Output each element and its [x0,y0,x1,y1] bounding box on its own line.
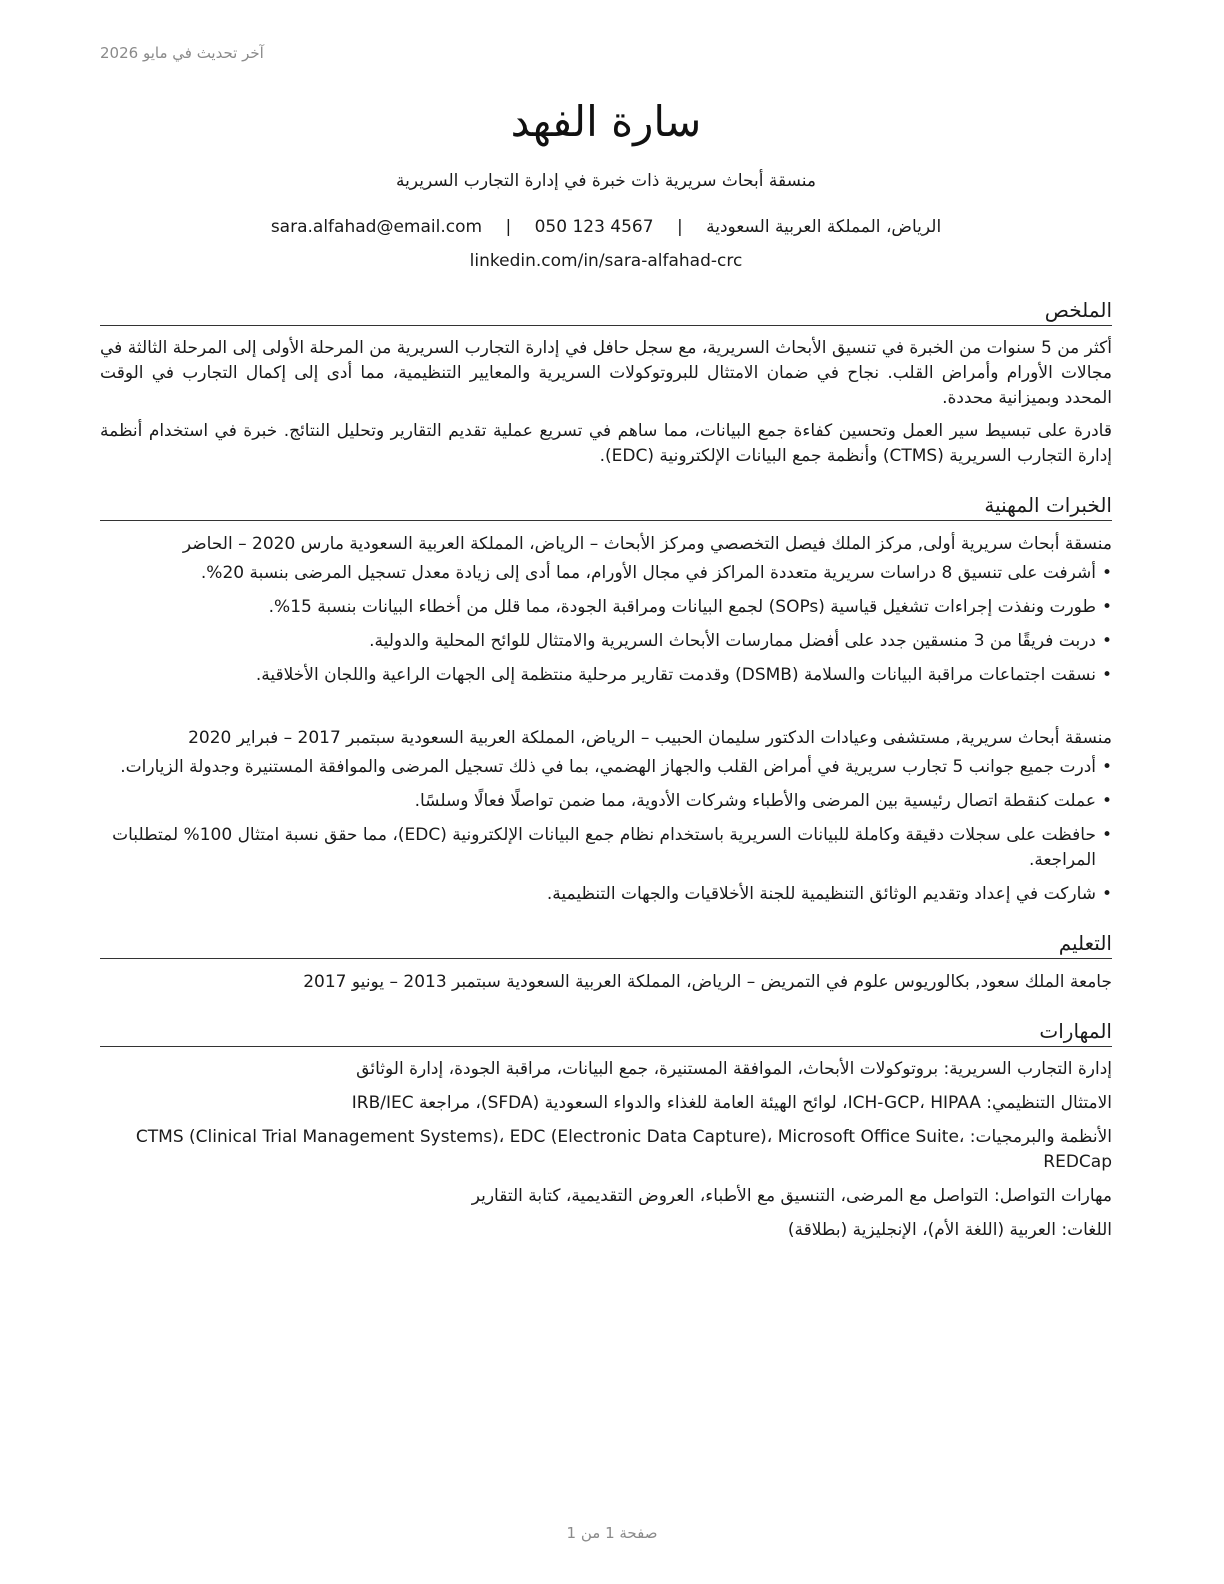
job-bullets [100,755,1112,907]
education-entry: جامعة الملك سعود, بكالوريوس علوم في التمريض – الرياض، المملكة العربية السعودية سبتمبر 2013 – يونيو 2017 [303,972,1112,992]
phone-number: 050 123 4567 [534,217,654,237]
candidate-name: سارة الفهد [510,97,702,146]
job-entry [100,531,1112,688]
list-item: • طورت ونفذت إجراءات تشغيل قياسية (SOPs) لجمع البيانات ومراقبة الجودة، مما قلل من أخطاء البيانات بنسبة 15%. [100,595,1112,620]
location-text: الرياض، المملكة العربية السعودية [706,217,942,237]
page-number: صفحة 1 من 1 [566,1524,658,1542]
job-bullets [100,561,1112,688]
section-title-experience: الخبرات المهنية [100,491,1112,521]
contact-separator: | [676,217,683,237]
bullet-icon: • [1101,631,1112,651]
list-item: • عملت كنقطة اتصال رئيسية بين المرضى والأطباء وشركات الأدوية، مما ضمن تواصلًا فعالًا وسلسًا. [100,789,1112,814]
last-updated-note: آخر تحديث في مايو 2026 [100,44,264,62]
summary-paragraph: قادرة على تبسيط سير العمل وتحسين كفاءة جمع البيانات، مما ساهم في تسريع عملية تقديم التقارير وتحليل النتائج. خبرة في استخدام أنظمة إدارة التجارب السريرية (CTMS) وأنظمة جمع البيانات الإلكترونية (EDC). [100,421,1112,466]
email-link[interactable]: sara.alfahad@email.com [270,217,483,237]
contact-separator: | [505,217,512,237]
skill-line: الامتثال التنظيمي: ICH-GCP، HIPAA، لوائح الهيئة العامة للغذاء والدواء السعودية (SFDA)، مراجعة IRB/IEC [351,1093,1112,1113]
bullet-icon: • [1101,825,1112,845]
skill-line: إدارة التجارب السريرية: بروتوكولات الأبحاث، الموافقة المستنيرة، جمع البيانات، مراقبة الجودة، إدارة الوثائق [356,1059,1112,1079]
section-title-education: التعليم [100,929,1112,959]
bullet-icon: • [1101,563,1112,583]
job-entry [100,725,1112,907]
bullet-icon: • [1101,665,1112,685]
bullet-icon: • [1101,757,1112,777]
section-title-summary: الملخص [100,296,1112,326]
list-item: • أدرت جميع جوانب 5 تجارب سريرية في أمراض القلب والجهاز الهضمي، بما في ذلك تسجيل المرضى والموافقة المستنيرة وجدولة الزيارات. [100,755,1112,780]
list-item: • حافظت على سجلات دقيقة وكاملة للبيانات السريرية باستخدام نظام جمع البيانات الإلكترونية (EDC)، مما حقق نسبة امتثال 100% لمتطلبات المراجعة. [112,825,1112,870]
bullet-icon: • [1101,597,1112,617]
summary-paragraph: أكثر من 5 سنوات من الخبرة في تنسيق الأبحاث السريرية، مع سجل حافل في إدارة التجارب السريرية من المرحلة الأولى إلى المرحلة الثالثة في مجالات الأورام وأمراض القلب. نجاح في ضمان الامتثال للبروتوكولات السريرية والمعايير التنظيمية، مما أدى إلى إكمال التجارب في الوقت المحدد وبميزانية محددة. [100,338,1112,408]
list-item: • أشرفت على تنسيق 8 دراسات سريرية متعددة المراكز في مجال الأورام، مما أدى إلى زيادة معدل تسجيل المرضى بنسبة 20%. [100,561,1112,586]
section-title-skills: المهارات [100,1017,1112,1047]
bullet-icon: • [1101,791,1112,811]
candidate-headline: منسقة أبحاث سريرية ذات خبرة في إدارة التجارب السريرية [396,171,816,191]
list-item: • شاركت في إعداد وتقديم الوثائق التنظيمية للجنة الأخلاقيات والجهات التنظيمية. [100,882,1112,907]
linkedin-link[interactable]: linkedin.com/in/sara-alfahad-crc [469,251,743,271]
list-item: • دربت فريقًا من 3 منسقين جدد على أفضل ممارسات الأبحاث السريرية والامتثال للوائح المحلية والدولية. [100,629,1112,654]
skill-line: الأنظمة والبرمجيات: CTMS (Clinical Trial Management Systems)، EDC (Electronic Data Capture)، Microsoft Office Suite، REDCap [135,1127,1112,1172]
list-item: • نسقت اجتماعات مراقبة البيانات والسلامة (DSMB) وقدمت تقارير مرحلية منتظمة إلى الجهات الراعية واللجان الأخلاقية. [100,663,1112,688]
contact-line [100,214,1112,240]
resume-page [100,92,1112,1252]
skill-line: مهارات التواصل: التواصل مع المرضى، التنسيق مع الأطباء، العروض التقديمية، كتابة التقارير [471,1186,1112,1206]
skill-line: اللغات: العربية (اللغة الأم)، الإنجليزية (بطلاقة) [787,1220,1112,1240]
bullet-icon: • [1101,884,1112,904]
job-heading: منسقة أبحاث سريرية, مستشفى وعيادات الدكتور سليمان الحبيب – الرياض، المملكة العربية السعودية سبتمبر 2017 – فبراير 2020 [188,728,1112,748]
job-heading: منسقة أبحاث سريرية أولى, مركز الملك فيصل التخصصي ومركز الأبحاث – الرياض، المملكة العربية السعودية مارس 2020 – الحاضر [182,534,1112,554]
